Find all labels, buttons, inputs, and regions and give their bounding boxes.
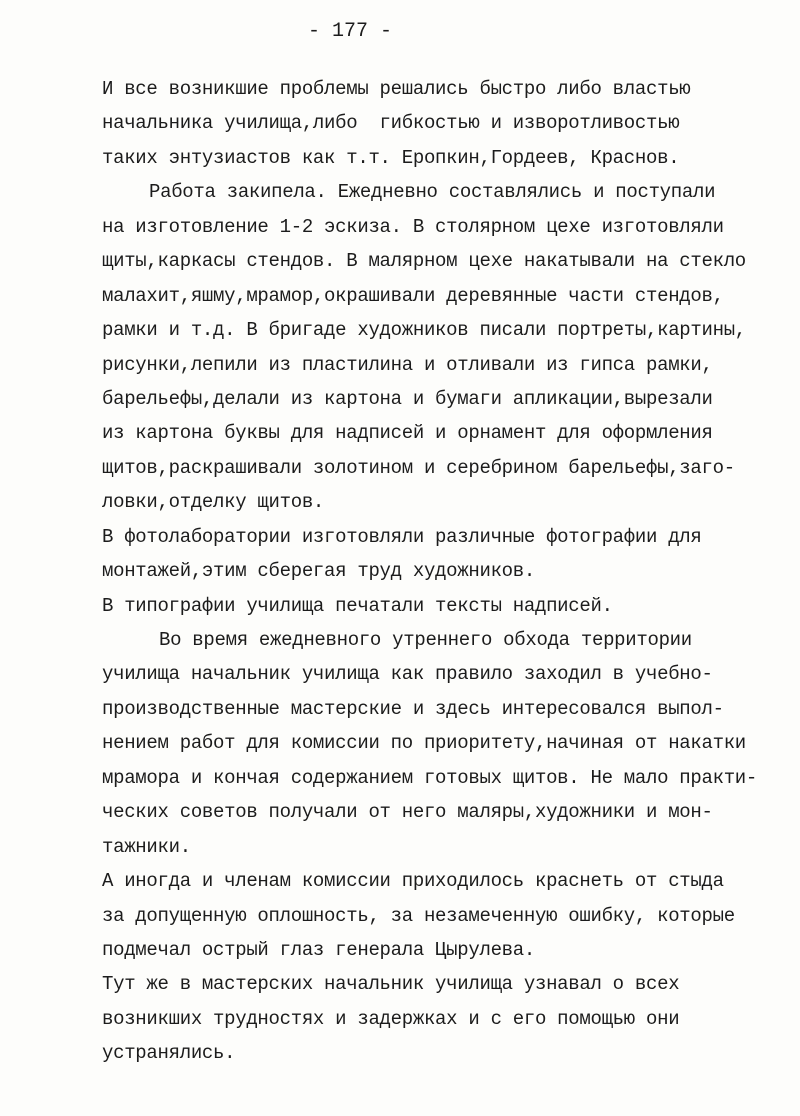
text-line: малахит,яшму,мрамор,окрашивали деревянные части стендов, xyxy=(102,284,724,307)
text-line: А иногда и членам комиссии приходилось краснеть от стыда xyxy=(102,870,724,893)
text-line: нением работ для комиссии по приоритету,начиная от накатки xyxy=(102,732,746,755)
text-line: мрамора и кончая содержанием готовых щитов. Не мало практи- xyxy=(102,766,758,789)
text-line: производственные мастерские и здесь интересовался выпол- xyxy=(102,697,724,720)
text-line: Тут же в мастерских начальник училища узнавал о всех xyxy=(102,973,680,996)
typed-text-body xyxy=(102,72,792,1071)
text-line: щиты,каркасы стендов. В малярном цехе накатывали на стекло xyxy=(102,250,746,273)
text-line: барельефы,делали из картона и бумаги апликации,вырезали xyxy=(102,387,713,410)
paragraph-start-line: Во время ежедневного утреннего обхода территории xyxy=(159,629,692,651)
text-line: подмечал острый глаз генерала Цырулева. xyxy=(102,938,535,961)
paragraph-start-line: Работа закипела. Ежедневно составлялись и поступали xyxy=(149,181,716,204)
text-line: возникших трудностях и задержках и с его помощью они xyxy=(102,1007,680,1030)
text-line: тажники. xyxy=(102,835,191,858)
text-line: ческих советов получали от него маляры,художники и мон- xyxy=(102,801,713,824)
text-line: из картона буквы для надписей и орнамент для оформления xyxy=(102,422,713,445)
text-line: рамки и т.д. В бригаде художников писали портреты,картины, xyxy=(102,319,746,342)
text-line: монтажей,этим сберегая труд художников. xyxy=(102,560,535,583)
text-line: В типографии училища печатали тексты надписей. xyxy=(102,594,613,617)
text-line: начальника училища,либо гибкостью и изворотливостью xyxy=(102,112,680,135)
page-number: - 177 - xyxy=(307,20,392,43)
text-line: рисунки,лепили из пластилина и отливали из гипса рамки, xyxy=(102,353,713,376)
text-line: устранялись. xyxy=(102,1042,236,1065)
text-line: щитов,раскрашивали золотином и серебрином барельефы,заго- xyxy=(102,456,735,479)
text-line: на изготовление 1-2 эскиза. В столярном цехе изготовляли xyxy=(102,215,724,238)
text-line: В фотолаборатории изготовляли различные фотографии для xyxy=(102,525,702,548)
text-line: училища начальник училища как правило заходил в учебно- xyxy=(102,663,713,686)
text-line: за допущенную оплошность, за незамеченную ошибку, которые xyxy=(102,904,735,927)
text-line: таких энтузиастов как т.т. Еропкин,Гордеев, Краснов. xyxy=(102,146,680,169)
text-line: ловки,отделку щитов. xyxy=(102,491,325,514)
text-line: И все возникшие проблемы решались быстро либо властью xyxy=(102,78,691,100)
